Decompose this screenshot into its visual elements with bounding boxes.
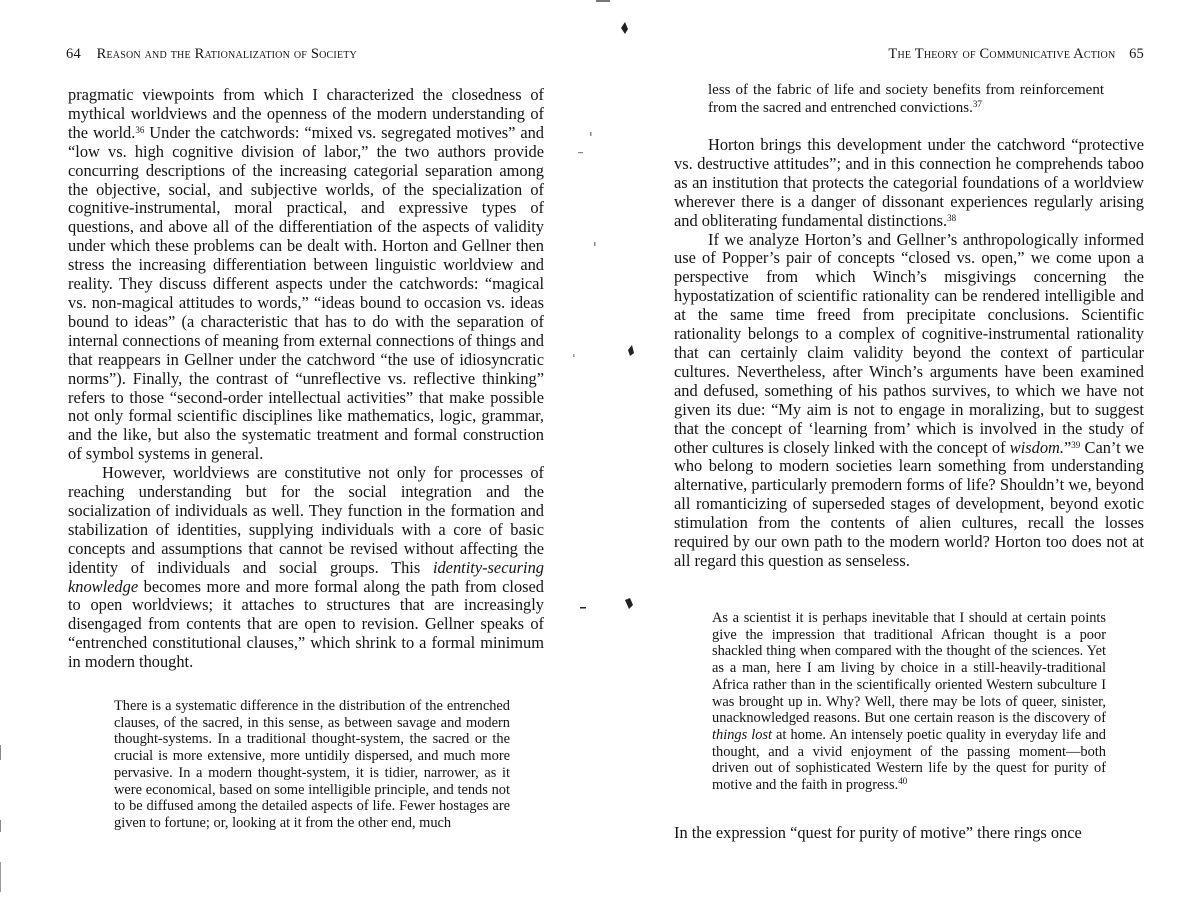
speck-3	[625, 598, 633, 609]
edge-mark-3	[0, 862, 1, 892]
emphasis-things-lost: things lost	[712, 726, 773, 743]
footnote-ref-39: 39	[1071, 439, 1081, 450]
speck-2	[628, 345, 634, 356]
speck-9	[573, 354, 575, 357]
left-paragraph-2: However, worldviews are constitutive not only for processes of reaching understanding but for the social integration and the socialization of individuals as well. They function in the formation and stabilization of identities, supplying individuals with a core of basic concepts and assumptions that cannot be revised without affecting the identity of individuals and social groups. This identity-securing knowledge becomes more and more formal along the path from closed to open worldviews; it attaches to structures that are increasingly disengaged from contents that are open to revision. Gellner speaks of “entrenched constitutional clauses,” which shrink to a formal minimum in modern thought.	[68, 463, 544, 672]
speck-1	[621, 22, 628, 34]
right-last-line: In the expression “quest for purity of motive” there rings once	[674, 823, 1082, 842]
left-page-number: 64	[66, 46, 81, 62]
right-block-quote: As a scientist it is perhaps inevitable that I should at certain points give the impression that traditional African thought is a poor shackled thing when compared with the thought of the sciences. Yet as a man, here I am living by choice in a still-heavily-traditional Africa rather than in the scientifically oriented Western subculture I was brought up in. Why? Well, there may be lots of queer, sinister, unacknowledged reasons. But one certain reason is the discovery of things lost at home. An intensely poetic quality in everyday life and thought, and a vivid enjoyment of the passing moment—both driven out of sophisticated Western life by the quest for purity of motive and the faith in progress.$^{40}$	[712, 610, 1106, 794]
speck-7	[578, 152, 583, 153]
left-running-title: Reason and the Rationalization of Society	[96, 46, 357, 62]
right-quote-continuation: less of the fabric of life and society benefits from reinforcement from the sacred and entrenched convictions.$^{37}$	[708, 82, 1104, 116]
left-block-quote: There is a systematic difference in the distribution of the entrenched clauses, of the sacred, in this sense, as between savage and modern thought-systems. In a traditional thought-system, the sacred or the crucial is more extensive, more untidily dispersed, and much more pervasive. In a modern thought-system, it is tidier, narrower, as it were economical, based on some intelligible principle, and tends not to be diffused among the detailed aspects of life. Fewer hostages are given to fortune; or, looking at it from the other end, much	[114, 698, 510, 831]
emphasis-identity-securing: identity-securing knowledge	[68, 557, 544, 596]
footnote-ref-37: 37	[972, 99, 982, 109]
speck-8	[594, 242, 596, 246]
right-paragraph-2: If we analyze Horton’s and Gellner’s anthropologically informed use of Popper’s pair of concepts “closed vs. open,” we come upon a perspective from which Winch’s misgivings concerning the hypostatization of scientific rationality can be rendered intelligible and at the same time freed from precipitate conclusions. Scientific rationality belongs to a complex of cognitive-instrumental rationality that can certainly claim validity beyond the context of particular cultures. Nevertheless, after Winch’s arguments have been examined and defused, something of his pathos survives, to which we have not given its due: “My aim is not to engage in moralizing, but to suggest that the concept of ‘learning from’ which is involved in the study of other cultures is closely linked with the concept of wisdom.”$^{39}$ Can’t we who belong to modern societies learn something from understanding alternative, particularly premodern forms of life? Shouldn’t we, beyond all romanticizing of superseded stages of development, beyond exotic stimulation from the contents of alien cultures, recall the losses required by our own path to the modern world? Horton too does not at all regard this question as senseless.	[674, 229, 1144, 570]
right-running-title: The Theory of Communicative Action	[888, 46, 1116, 62]
left-paragraph-1: pragmatic viewpoints from which I characterized the closedness of mythical worldviews and the openness of the modern understanding of the world.$^{36}$ Under the catchwords: “mixed vs. segregated motives” and “low vs. high cognitive division of labor,” the two authors provide concurring descriptions of the increasing categorial separation among the objective, social, and subjective worlds, of the specialization of cognitive-instrumental, moral practical, and expressive types of questions, and above all of the differentiation of the aspects of validity under which these problems can be dealt with. Horton and Gellner then stress the increasing differentiation between linguistic worldview and reality. They discuss different aspects under the catchwords: “magical vs. non-magical attitudes to words,” “ideas bound to occasion vs. ideas bound to ideas” (a characteristic that has to do with the separation of internal connections of meaning from external connections of things and that reappears in Gellner under the catchword “the use of idiosyncratic norms”). Finally, the contrast of “unreflective vs. reflective thinking” refers to those “second-order intellectual activities” that make possible not only formal scientific disciplines like mathematics, logic, grammar, and the like, but also the systematic treatment and formal construction of symbol systems in general.	[68, 85, 544, 464]
right-page-number: 65	[1129, 46, 1144, 62]
speck-5	[596, 0, 610, 2]
footnote-ref-40: 40	[898, 776, 908, 787]
speck-6	[590, 132, 592, 136]
right-paragraph-1: Horton brings this development under the catchword “protective vs. destructive attitudes”; and in this connection he comprehends taboo as an institution that protects the categorial foundations of a worldview wherever there is a danger of dissonant experiences regularly arising and obliterating fundamental distinctions.$^{38}$	[674, 135, 1144, 230]
emphasis-wisdom: wisdom.	[1009, 437, 1064, 457]
footnote-ref-38: 38	[947, 212, 957, 223]
footnote-ref-36: 36	[135, 124, 145, 135]
edge-mark-2	[0, 820, 1, 832]
edge-mark-1	[0, 745, 1, 760]
speck-4	[580, 607, 586, 609]
